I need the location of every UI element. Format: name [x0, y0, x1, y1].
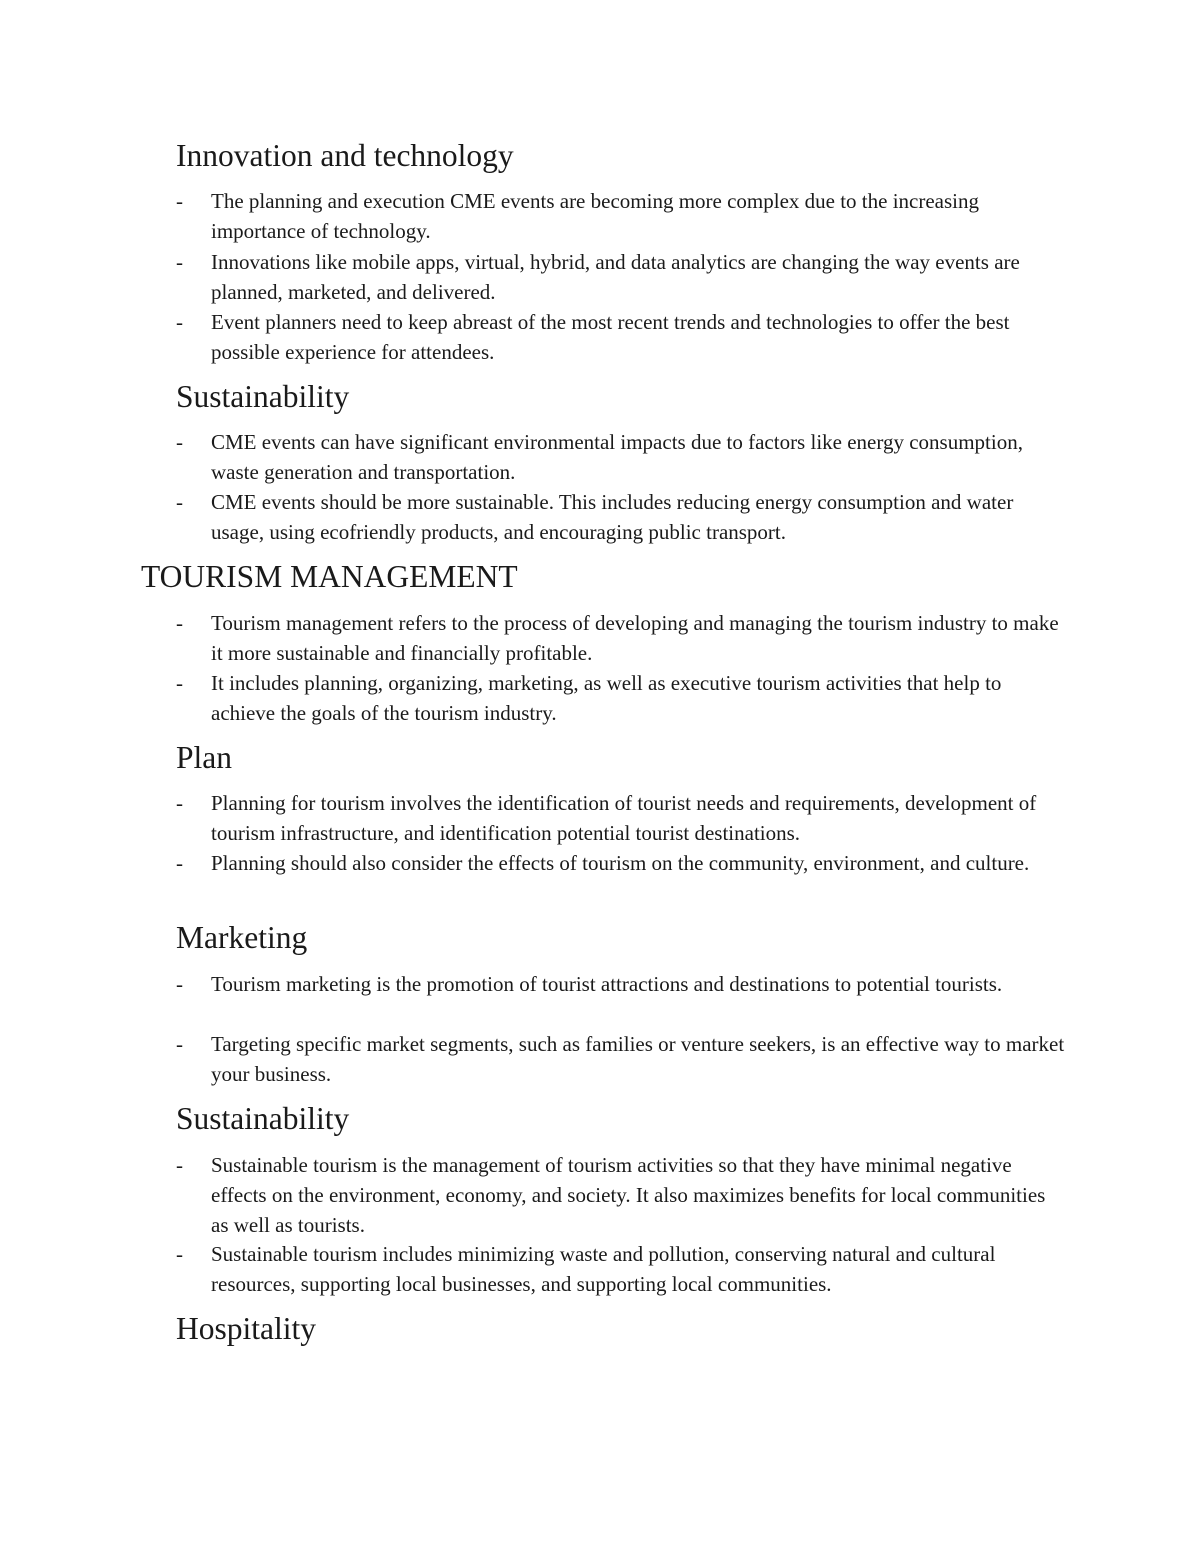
bullet-dash: - — [176, 972, 183, 996]
bullet-dash: - — [176, 490, 183, 514]
list-item — [176, 1029, 1066, 1089]
section-heading-sustainability: Sustainability — [176, 379, 350, 414]
list-item-text: Planning for tourism involves the identification of tourist needs and requirements, development of tourism infrastructure, and identification potential tourist destinations. — [211, 791, 1037, 845]
list-item — [176, 487, 1066, 547]
list-item — [176, 1150, 1066, 1240]
section-heading-tourism-management: TOURISM MANAGEMENT — [141, 559, 518, 594]
list-item — [176, 307, 1066, 367]
list-item-text: It includes planning, organizing, marketing, as well as executive tourism activities that help to achieve the goals of the tourism industry. — [211, 671, 1002, 725]
list-item-text: Tourism management refers to the process of developing and managing the tourism industry to make it more sustainable and financially profitable. — [211, 611, 1059, 665]
section-heading-innovation-and-technology: Innovation and technology — [176, 138, 514, 173]
list-item-text: Tourism marketing is the promotion of tourist attractions and destinations to potential tourists. — [211, 972, 1003, 996]
bullet-dash: - — [176, 851, 183, 875]
section-heading-hospitality: Hospitality — [176, 1311, 316, 1346]
list-item — [176, 186, 1066, 246]
section-heading-plan: Plan — [176, 740, 233, 775]
bullet-dash: - — [176, 1032, 183, 1056]
bullet-dash: - — [176, 250, 183, 274]
list-item — [176, 969, 1066, 999]
section-heading-marketing: Marketing — [176, 920, 308, 955]
list-item — [176, 848, 1066, 878]
list-item — [176, 788, 1066, 848]
bullet-dash: - — [176, 1242, 183, 1266]
bullet-dash: - — [176, 791, 183, 815]
list-item — [176, 668, 1066, 728]
list-item-text: Sustainable tourism includes minimizing waste and pollution, conserving natural and cultural resources, supporting local businesses, and supporting local communities. — [211, 1242, 996, 1296]
list-item-text: Innovations like mobile apps, virtual, hybrid, and data analytics are changing the way events are planned, marketed, and delivered. — [211, 250, 1020, 304]
bullet-dash: - — [176, 430, 183, 454]
list-item-text: CME events can have significant environmental impacts due to factors like energy consumption, waste generation and transportation. — [211, 430, 1023, 484]
list-item-text: Sustainable tourism is the management of tourism activities so that they have minimal negative effects on the environment, economy, and society. It also maximizes benefits for local communities as well as tourists. — [211, 1153, 1046, 1237]
list-item-text: CME events should be more sustainable. This includes reducing energy consumption and water usage, using ecofriendly products, and encouraging public transport. — [211, 490, 1014, 544]
list-item — [176, 608, 1066, 668]
list-item-text: The planning and execution CME events are becoming more complex due to the increasing importance of technology. — [211, 189, 980, 243]
bullet-dash: - — [176, 671, 183, 695]
section-heading-sustainability-tourism: Sustainability — [176, 1101, 350, 1136]
list-item — [176, 247, 1066, 307]
list-item — [176, 427, 1066, 487]
list-item-text: Planning should also consider the effects of tourism on the community, environment, and culture. — [211, 851, 1030, 875]
bullet-dash: - — [176, 611, 183, 635]
bullet-dash: - — [176, 189, 183, 213]
list-item-text: Event planners need to keep abreast of the most recent trends and technologies to offer the best possible experience for attendees. — [211, 310, 1010, 364]
bullet-dash: - — [176, 310, 183, 334]
list-item-text: Targeting specific market segments, such as families or venture seekers, is an effective way to market your business. — [211, 1032, 1065, 1086]
list-item — [176, 1239, 1066, 1299]
bullet-dash: - — [176, 1153, 183, 1177]
